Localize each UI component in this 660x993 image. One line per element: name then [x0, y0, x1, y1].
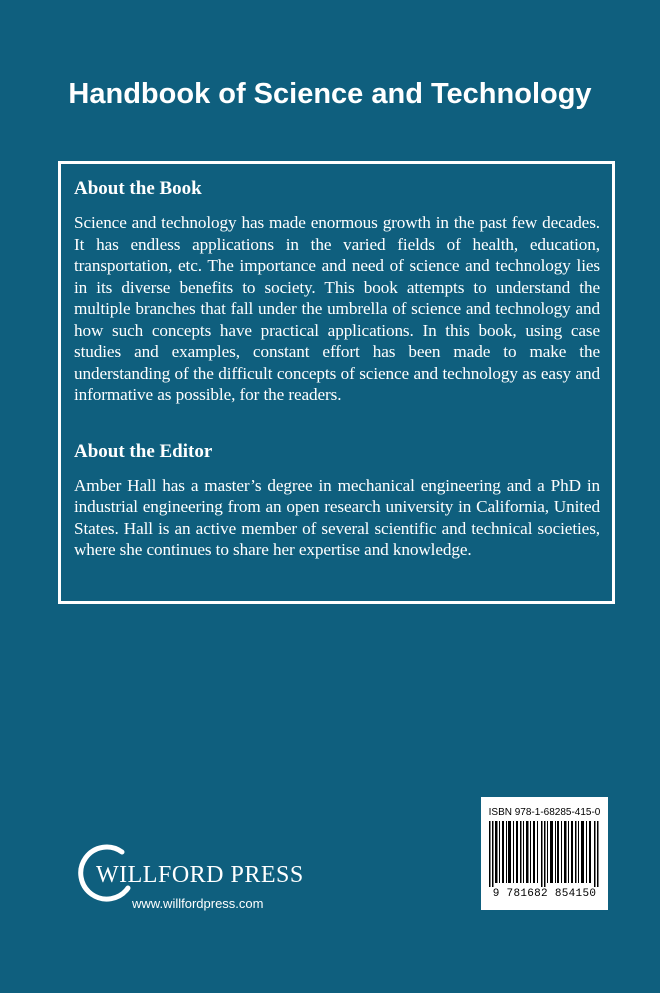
about-book-heading: About the Book [74, 178, 202, 199]
barcode-bars-icon [489, 821, 600, 887]
about-editor-text: Amber Hall has a master’s degree in mechanical engineering and a PhD in industrial engineering from an open research university in California, United States. Hall is an active member of several scientific and technical societies, where she continues to share her expertise and knowledge. [74, 475, 600, 559]
isbn-barcode [481, 797, 608, 910]
isbn-label: ISBN 978-1-68285-415-0 [488, 807, 601, 818]
description-panel [58, 161, 615, 604]
publisher-website: www.willfordpress.com [132, 896, 264, 911]
about-editor-heading: About the Editor [74, 440, 213, 462]
barcode-number: 9 781682 854150 [492, 888, 597, 900]
about-book-text: Science and technology has made enormous growth in the past few decades. It has endless applications in the varied fields of health, education, transportation, etc. The importance and need of science and technology lies in its diverse benefits to society. This book attempts to understand the multiple branches that fall under the umbrella of science and technology and how such concepts have practical applications. In this book, using case studies and examples, constant effort has been made to make the understanding of the difficult concepts of science and technology as easy and informative as possible, for the readers. [74, 213, 600, 404]
book-title: Handbook of Science and Technology [68, 78, 592, 110]
publisher-logo [70, 840, 304, 920]
publisher-name: WILLFORD PRESS [96, 862, 304, 888]
